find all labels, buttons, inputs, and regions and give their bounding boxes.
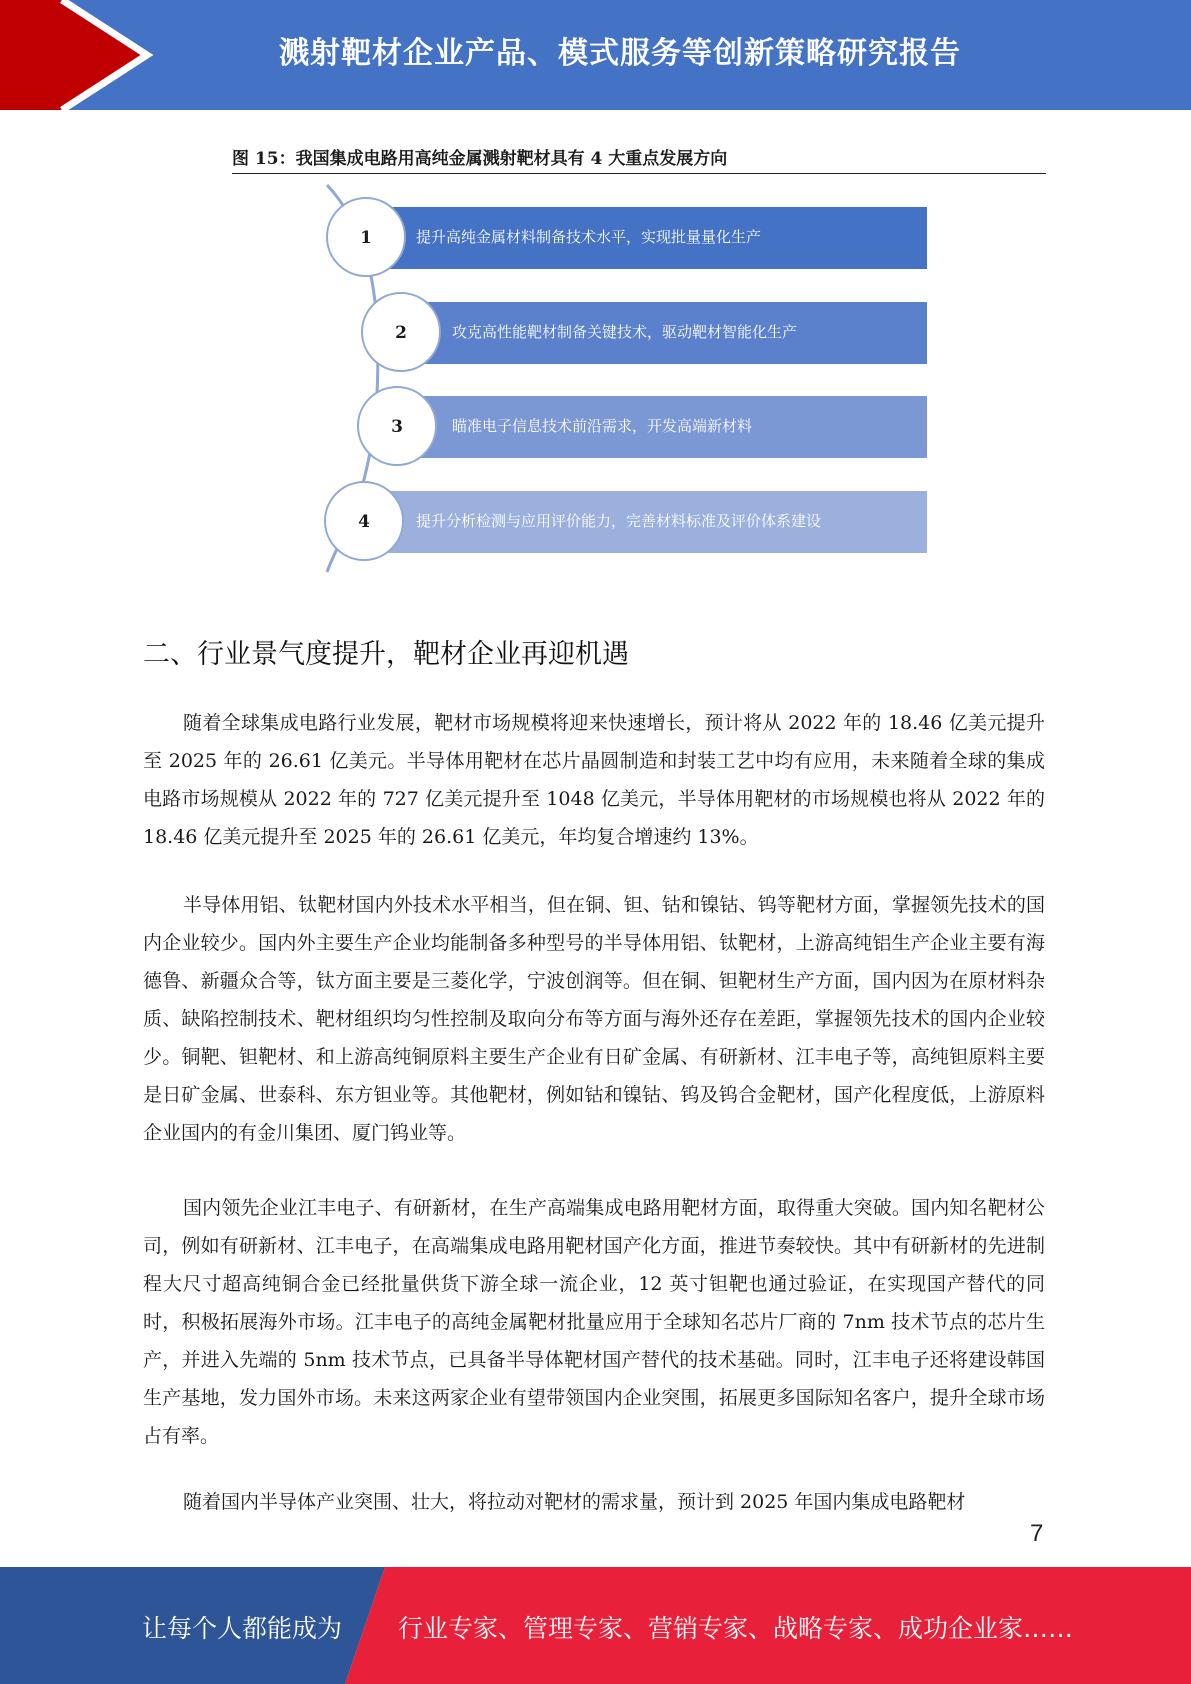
header-band bbox=[0, 0, 1191, 110]
direction-text-2: 攻克高性能靶材制备关键技术，驱动靶材智能化生产 bbox=[452, 323, 798, 341]
paragraph-2: 半导体用铝、钛靶材国内外技术水平相当，但在铜、钽、钴和镍钴、钨等靶材方面，掌握领先技术的国内企业较少。国内外主要生产企业均能制备多种型号的半导体用铝、钛靶材，上游高纯铝生产企业主要有海德鲁、新疆众合等，钛方面主要是三菱化学，宁波创润等。但在铜、钽靶材生产方面，国内因为在原材料杂质、缺陷控制技术、靶材组织均匀性控制及取向分布等方面与海外还存在差距，掌握领先技术的国内企业较少。铜靶、钽靶材、和上游高纯铜原料主要生产企业有日矿金属、有研新材、江丰电子等，高纯钽原料主要是日矿金属、世泰科、东方钽业等。其他靶材，例如钴和镍钴、钨及钨合金靶材，国产化程度低，上游原料企业国内的有金川集团、厦门钨业等。 bbox=[143, 894, 1045, 1144]
development-directions-diagram bbox=[300, 180, 940, 580]
direction-item-4 bbox=[325, 482, 927, 560]
footer-band bbox=[0, 1567, 1191, 1684]
page-number: 7 bbox=[1030, 1520, 1044, 1547]
section-heading: 二、行业景气度提升，靶材企业再迎机遇 bbox=[143, 639, 629, 670]
direction-text-3: 瞄准电子信息技术前沿需求，开发高端新材料 bbox=[452, 417, 753, 435]
footer-slogan-left: 让每个人都能成为 bbox=[142, 1614, 343, 1643]
direction-item-3 bbox=[358, 387, 927, 465]
direction-text-1: 提升高纯金属材料制备技术水平，实现批量量化生产 bbox=[416, 228, 762, 246]
footer-slogan-right: 行业专家、管理专家、营销专家、战略专家、成功企业家…… bbox=[398, 1614, 1074, 1643]
figure-caption: 图 15：我国集成电路用高纯金属溅射靶材具有 4 大重点发展方向 bbox=[232, 144, 1046, 174]
direction-text-4: 提升分析检测与应用评价能力，完善材料标准及评价体系建设 bbox=[416, 512, 822, 530]
direction-number-2: 2 bbox=[395, 323, 407, 343]
paragraph-1: 随着全球集成电路行业发展，靶材市场规模将迎来快速增长，预计将从 2022 年的 18.46 亿美元提升至 2025 年的 26.61 亿美元。半导体用靶材在芯片晶圆制造和封装工艺中均有应用，未来随着全球的集成电路市场规模从 2022 年的 727 亿美元提升至 1048 亿美元，半导体用靶材的市场规模也将从 2022 年的 18.46 亿美元提升至 2025 年的 26.61 亿美元，年均复合增速约 13%。 bbox=[143, 712, 1045, 848]
direction-item-1 bbox=[327, 198, 927, 276]
paragraph-3: 国内领先企业江丰电子、有研新材，在生产高端集成电路用靶材方面，取得重大突破。国内知名靶材公司，例如有研新材、江丰电子，在高端集成电路用靶材国产化方面，推进节奏较快。其中有研新材的先进制程大尺寸超高纯铜合金已经批量供货下游全球一流企业，12 英寸钽靶也通过验证，在实现国产替代的同时，积极拓展海外市场。江丰电子的高纯金属靶材批量应用于全球知名芯片厂商的 7nm 技术节点的芯片生产，并进入先端的 5nm 技术节点，已具备半导体靶材国产替代的技术基础。同时，江丰电子还将建设韩国生产基地，发力国外市场。未来这两家企业有望带领国内企业突围，拓展更多国际知名客户，提升全球市场占有率。 bbox=[143, 1197, 1045, 1447]
report-title: 溅射靶材企业产品、模式服务等创新策略研究报告 bbox=[279, 36, 961, 71]
direction-item-2 bbox=[362, 293, 927, 371]
direction-number-4: 4 bbox=[358, 512, 370, 532]
direction-number-3: 3 bbox=[391, 417, 403, 437]
header-red-arrow bbox=[0, 0, 145, 110]
paragraph-4: 随着国内半导体产业突围、壮大，将拉动对靶材的需求量，预计到 2025 年国内集成电路靶材 bbox=[183, 1491, 966, 1513]
direction-number-1: 1 bbox=[360, 228, 372, 248]
